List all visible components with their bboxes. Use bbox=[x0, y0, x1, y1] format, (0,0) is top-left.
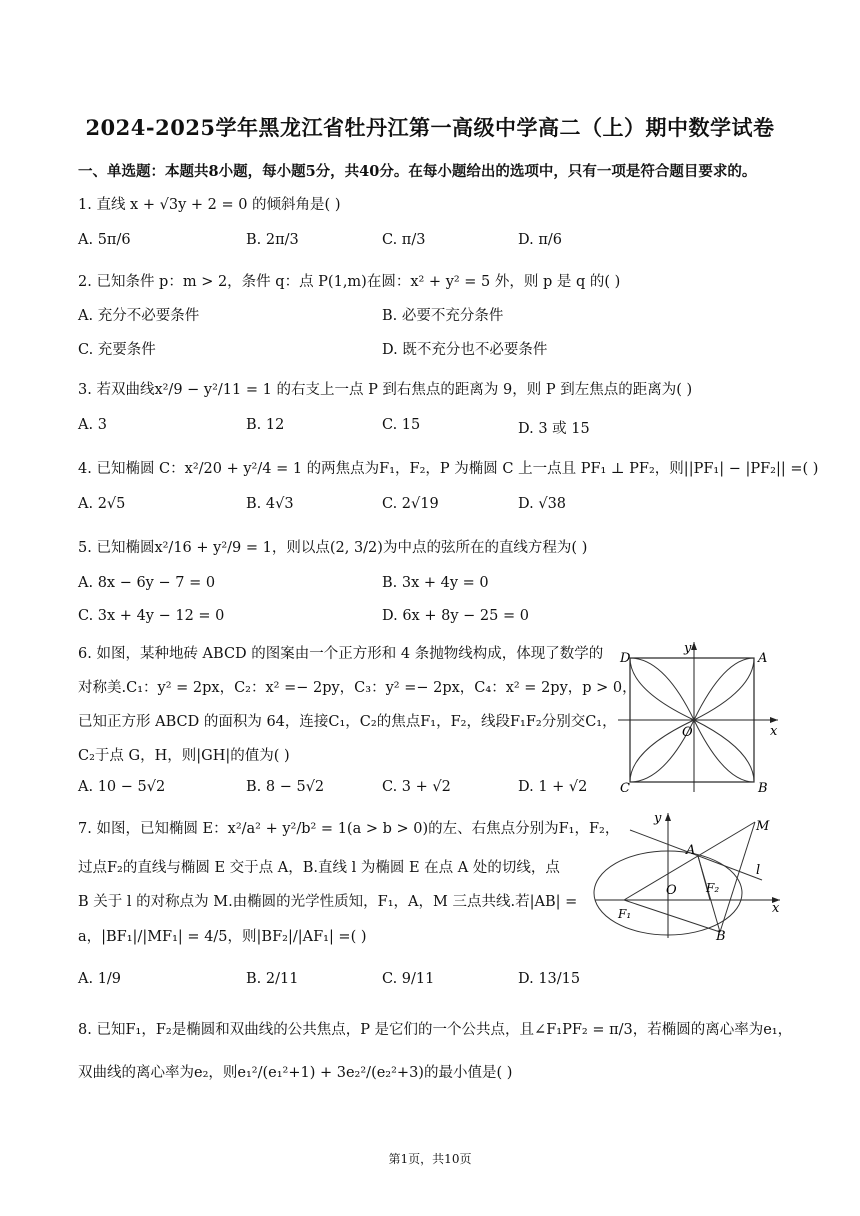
question-1-option-a: A. 5π/6 bbox=[78, 232, 131, 248]
question-5-option-b: B. 3x + 4y = 0 bbox=[382, 575, 489, 591]
question-2-option-a: A. 充分不必要条件 bbox=[78, 308, 200, 324]
question-7-option-b: B. 2/11 bbox=[246, 971, 299, 987]
figure-7-ellipse-diagram bbox=[590, 808, 785, 943]
question-6-option-a: A. 10 − 5√2 bbox=[78, 779, 166, 795]
figure-7-label-b: B bbox=[716, 929, 726, 943]
figure-7-label-f1: F₁ bbox=[618, 907, 632, 921]
question-4-option-c: C. 2√19 bbox=[382, 496, 439, 512]
question-3-line: 3. 若双曲线x²/9 − y²/11 = 1 的右支上一点 P 到右焦点的距离为 9，则 P 到左焦点的距离为( ) bbox=[78, 382, 693, 398]
figure-6-label-b: B bbox=[758, 781, 768, 796]
question-2-line: 2. 已知条件 p：m > 2，条件 q：点 P(1,m)在圆：x² + y² = 5 外，则 p 是 q 的( ) bbox=[78, 274, 621, 290]
question-4-line: 4. 已知椭圆 C：x²/20 + y²/4 = 1 的两焦点为F₁，F₂，P 为椭圆 C 上一点且 PF₁ ⊥ PF₂，则||PF₁| − |PF₂|| =( ) bbox=[78, 461, 819, 477]
question-7-option-a: A. 1/9 bbox=[78, 971, 122, 987]
section-header: 一、单选题：本题共8小题，每小题5分，共40分。在每小题给出的选项中，只有一项是符合题目要求的。 bbox=[78, 163, 757, 180]
question-3-option-a: A. 3 bbox=[78, 417, 107, 433]
question-6-line-1: 6. 如图，某种地砖 ABCD 的图案由一个正方形和 4 条抛物线构成，体现了数学的 bbox=[78, 646, 604, 662]
question-2-option-d: D. 既不充分也不必要条件 bbox=[382, 342, 548, 358]
figure-6-label-o: O bbox=[682, 725, 693, 740]
figure-7-label-m: M bbox=[756, 819, 770, 834]
question-8-line-2: 双曲线的离心率为e₂，则e₁²/(e₁²+1) + 3e₂²/(e₂²+3)的最小值是( ) bbox=[78, 1065, 513, 1081]
page-footer: 第1页，共10页 bbox=[388, 1152, 472, 1166]
question-8-line-1: 8. 已知F₁，F₂是椭圆和双曲线的公共焦点，P 是它们的一个公共点，且∠F₁PF₂ = π/3，若椭圆的离心率为e₁， bbox=[78, 1022, 793, 1038]
question-7-option-d: D. 13/15 bbox=[518, 971, 581, 987]
question-4-option-a: A. 2√5 bbox=[78, 496, 126, 512]
figure-6-label-a: A bbox=[758, 651, 768, 666]
question-6-option-c: C. 3 + √2 bbox=[382, 779, 451, 795]
question-4-option-d: D. √38 bbox=[518, 496, 567, 512]
question-5-option-c: C. 3x + 4y − 12 = 0 bbox=[78, 608, 225, 624]
figure-7-label-x: x bbox=[772, 901, 780, 916]
question-6-option-b: B. 8 − 5√2 bbox=[246, 779, 325, 795]
question-2-option-b: B. 必要不充分条件 bbox=[382, 308, 504, 324]
question-3-option-d: D. 3 或 15 bbox=[518, 421, 590, 437]
question-6-line-3: 已知正方形 ABCD 的面积为 64，连接C₁，C₂的焦点F₁，F₂，线段F₁F₂分别交C₁， bbox=[78, 714, 617, 730]
question-6-line-4: C₂于点 G，H，则|GH|的值为( ) bbox=[78, 748, 290, 764]
question-5-line: 5. 已知椭圆x²/16 + y²/9 = 1，则以点(2, 3/2)为中点的弦所在的直线方程为( ) bbox=[78, 540, 588, 556]
figure-7-label-a: A bbox=[686, 843, 696, 858]
figure-6-label-y: y bbox=[684, 641, 692, 656]
figure-7-label-y: y bbox=[654, 811, 662, 826]
question-3-option-c: C. 15 bbox=[382, 417, 421, 433]
figure-6-label-x: x bbox=[770, 724, 778, 739]
question-3-option-b: B. 12 bbox=[246, 417, 285, 433]
question-6-line-2: 对称美.C₁：y² = 2px，C₂：x² =− 2py，C₃：y² =− 2px，C₄：x² = 2py，p > 0， bbox=[78, 680, 637, 696]
question-7-line-3: B 关于 l 的对称点为 M.由椭圆的光学性质知，F₁，A，M 三点共线.若|AB| = bbox=[78, 894, 578, 910]
question-5-option-d: D. 6x + 8y − 25 = 0 bbox=[382, 608, 529, 624]
figure-6-label-c: C bbox=[620, 781, 630, 796]
figure-6-label-d: D bbox=[620, 651, 631, 666]
question-1-option-d: D. π/6 bbox=[518, 232, 562, 248]
question-1-option-c: C. π/3 bbox=[382, 232, 426, 248]
figure-7-label-l: l bbox=[756, 863, 761, 878]
question-7-line-1: 7. 如图，已知椭圆 E：x²/a² + y²/b² = 1(a > b > 0)的左、右焦点分别为F₁，F₂， bbox=[78, 821, 620, 837]
figure-6-tile-diagram bbox=[618, 640, 783, 800]
question-5-option-a: A. 8x − 6y − 7 = 0 bbox=[78, 575, 216, 591]
question-6-option-d: D. 1 + √2 bbox=[518, 779, 588, 795]
question-1-line: 1. 直线 x + √3y + 2 = 0 的倾斜角是( ) bbox=[78, 197, 341, 213]
question-7-line-2: 过点F₂的直线与椭圆 E 交于点 A，B.直线 l 为椭圆 E 在点 A 处的切线，点 bbox=[78, 860, 560, 876]
figure-7-label-f2: F₂ bbox=[706, 881, 720, 895]
question-7-option-c: C. 9/11 bbox=[382, 971, 435, 987]
question-7-line-4: a，|BF₁|/|MF₁| = 4/5，则|BF₂|/|AF₁| =( ) bbox=[78, 929, 367, 945]
page-title: 2024-2025学年黑龙江省牡丹江第一高级中学高二（上）期中数学试卷 bbox=[85, 115, 775, 140]
question-4-option-b: B. 4√3 bbox=[246, 496, 294, 512]
question-1-option-b: B. 2π/3 bbox=[246, 232, 299, 248]
question-2-option-c: C. 充要条件 bbox=[78, 342, 156, 358]
figure-7-label-o: O bbox=[666, 883, 677, 898]
